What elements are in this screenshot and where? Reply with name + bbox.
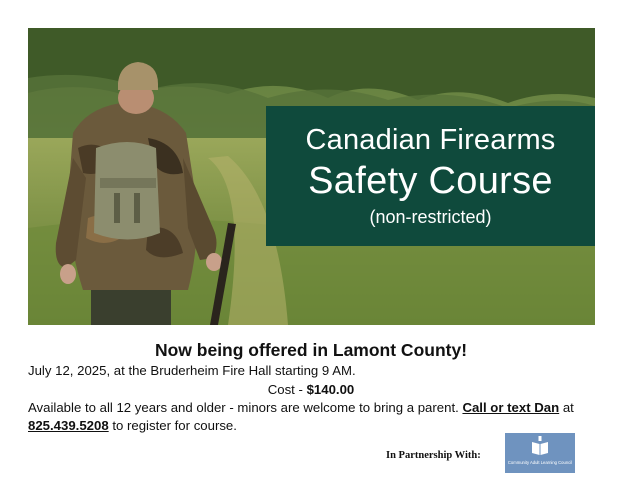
availability-line (28, 399, 574, 417)
availability-text: Available to all 12 years and older - minors are welcome to bring a parent. (28, 400, 459, 415)
headline: Now being offered in Lamont County! (154, 340, 468, 360)
partner-logo (505, 433, 575, 473)
banner-title-line-1: Canadian Firearms (305, 124, 556, 156)
register-text: to register for course. (108, 418, 237, 433)
banner-subtitle: (non-restricted) (369, 207, 492, 227)
register-line (28, 417, 237, 435)
cost-label: Cost - (267, 382, 307, 397)
contact-after-text: at (559, 400, 574, 415)
date-location-text: July 12, 2025, at the Bruderheim Fire Hall starting 9 AM. (28, 363, 356, 378)
cost-value: $140.00 (306, 382, 355, 397)
banner-title-line-2: Safety Course (308, 160, 553, 202)
phone-number: 825.439.5208 (28, 418, 109, 433)
book-icon (530, 436, 550, 456)
contact-text: Call or text Dan (462, 400, 560, 415)
cost-line (0, 381, 622, 399)
course-title-banner (266, 106, 595, 246)
partnership-label: In Partnership With: (386, 450, 481, 461)
logo-text: Community Adult Learning Council (507, 460, 573, 465)
